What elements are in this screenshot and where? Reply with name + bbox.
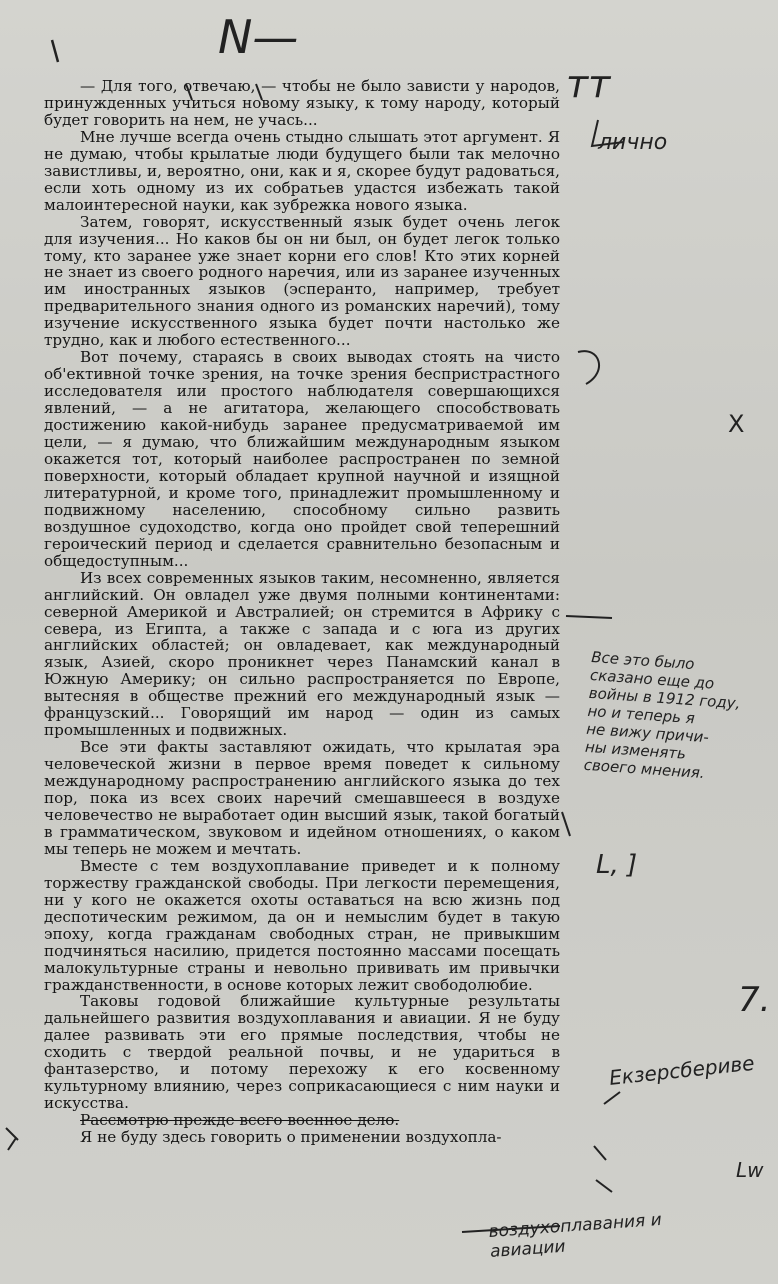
margin-curve bbox=[578, 351, 599, 384]
handwritten-tm: тт bbox=[566, 62, 611, 106]
handwritten-margin-note: Все это было сказано еще до войны в 1912 году, но и теперь я не вижу причи- ны изменять своего мнения. bbox=[583, 648, 741, 783]
margin-slash bbox=[592, 120, 624, 146]
handwritten-top-mark: N— bbox=[218, 10, 299, 64]
paragraph: — Для того, отвечаю, — чтобы не было зависти у народов, принужденных учиться новому языку, к тому народу, который будет говорить на нем, не учась... bbox=[44, 77, 560, 129]
struck-paragraph: Рассмотрю прежде всего военное дело. bbox=[80, 1111, 400, 1130]
bracket-stroke bbox=[256, 84, 262, 100]
paragraph: Таковы годовой ближайшие культурные результаты дальнейшего развития воздухоплавания и авиации. Я не буду далее развивать эти его прямые последствия, чтобы не сходить с твердой реальной почвы, и не удариться в фантазерство, и потому перехожу к его косвенному культурному влиянию, через соприкасающиеся с ним науки и искусства. bbox=[44, 992, 560, 1113]
paragraph: Мне лучше всегда очень стыдно слышать этот аргумент. Я не думаю, чтобы крылатые люди будущего были так мелочно завистливы, и, вероятно, они, как и я, скорее будут радоваться, если хоть одному из их собратьев удастся избежать такой малоинтересной науки, как зубрежка нового языка. bbox=[44, 127, 560, 214]
bracket-stroke bbox=[186, 84, 192, 100]
margin-scribble bbox=[594, 1146, 612, 1192]
handwritten-x: X bbox=[728, 410, 745, 438]
paragraph: Вот почему, стараясь в своих выводах стоять на чисто об'ективной точке зрения, на точке зрения беспристрастного исследователя или простого наблюдателя совершающихся явлений, — а не агитатора, желающего способствовать достижению какой-нибудь заранее предусматриваемой им цели, — я думаю, что ближайшим международным языком окажется тот, который наиболее распространен по земной поверхности, который обладает крупной научной и изящной литературной, и кроме того, принадлежит промышленному и подвижному населению, способному сильно развить воздушное судоходство, когда оно пройдет свой теперешний героический период и сделается сравнительно безопасным и общедоступным... bbox=[44, 348, 560, 570]
handwritten-word: Екзерсбериве bbox=[608, 1050, 756, 1090]
handwritten-lichno: лично bbox=[598, 130, 668, 155]
paragraph: Я не буду здесь говорить о применении воздухопла- bbox=[80, 1128, 502, 1147]
margin-line bbox=[566, 616, 612, 618]
margin-mark bbox=[562, 812, 570, 836]
handwritten-bottom-note: воздухоплавания и авиации bbox=[488, 1209, 663, 1262]
paragraph: Вместе с тем воздухоплавание приведет и к полному торжеству гражданской свободы. При легкости перемещения, ни у кого не окажется охоты оставаться на всю жизнь под деспотическим режимом, да он и немыслим будет в такую эпоху, когда гражданам свободных стран, не привыкшим подчиняться насилию, придется постоянно массами посещать малокультурные страны и невольно прививать им привычки гражданственности, в основе которых лежит свободолюбие. bbox=[44, 856, 560, 994]
handwritten-seven: 7. bbox=[738, 980, 771, 1020]
paragraph: Все эти факты заставляют ожидать, что крылатая эра человеческой жизни в первое время поведет к сильному международному распространению английского языка до тех пор, пока из всех своих наречий смешавшееся в воздухе человечество не выработает один высший язык, такой богатый в грамматическом, звуковом и идейном отношениях, о каком мы теперь не можем и мечтать. bbox=[44, 738, 560, 858]
paragraph: Из всех современных языков таким, несомненно, является английский. Он овладел уже двумя полными континентами: северной Америкой и Австралией; он стремится в Африку с севера, из Египта, а также с запада и с юга из других английских областей; он овладевает, как международный язык, Азией, скоро проникнет через Панамский канал в Южную Америку; он сильно распространяется по Европе, вытесняя в обществе прежний его международный язык — французский... Говорящий им народ — один из самых промышленных и подвижных. bbox=[44, 568, 560, 740]
handwritten-lw: Lw bbox=[736, 1158, 764, 1182]
margin-tick bbox=[52, 40, 58, 62]
edge-mark bbox=[6, 1128, 18, 1150]
arrow-stroke bbox=[604, 1092, 620, 1104]
underline-stroke bbox=[462, 1226, 560, 1232]
handwritten-brackets: L, ] bbox=[596, 850, 638, 880]
paragraph: Затем, говорят, искусственный язык будет очень легок для изучения... Но каков бы он ни был, он будет легок только тому, кто заранее уже знает корни его слов! Кто этих корней не знает из своего родного наречия, или из заранее изученных им иностранных языков (эсперанто, например, требует предварительного знания одного из романских наречий), тому изучение искусственного языка будет почти настолько же трудно, как и любого естественного... bbox=[44, 212, 560, 350]
